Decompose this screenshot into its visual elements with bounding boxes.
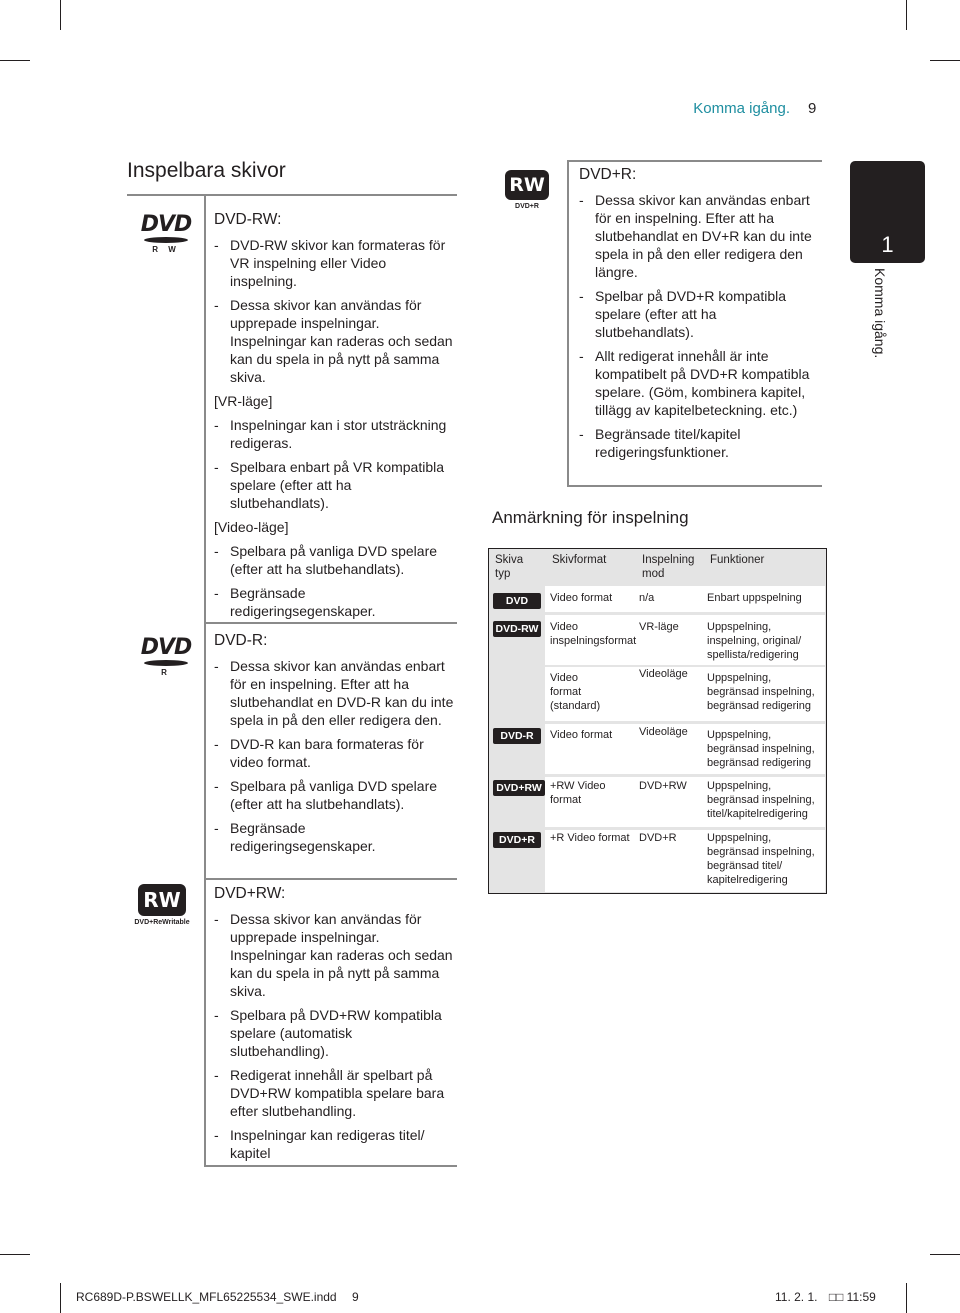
recording-table: [488, 548, 827, 894]
mode-cell: DVD+RW: [639, 780, 687, 792]
vr-mode-list: [214, 416, 454, 512]
list-item: - Spelbara på DVD+RW kompatibla spelare (automatisk slutbehandling).: [214, 1006, 454, 1060]
video-mode-label: [Video-läge]: [214, 519, 289, 535]
crop-mark: [60, 1283, 61, 1313]
format-cell: +RW Video format: [550, 780, 606, 806]
functions-cell: Uppspelning, begränsad inspelning, begränsad titel/ kapitelredigering: [707, 832, 815, 886]
functions-cell: Uppspelning, begränsad inspelning, begränsad redigering: [707, 729, 815, 769]
list-item: - Spelbara enbart på VR kompatibla spelare (efter att ha slutbehandlats).: [214, 458, 454, 512]
header-disc-type: Skiva typ: [495, 554, 524, 580]
list-item: - Allt redigerat innehåll är inte kompatibelt på DVD+R kompatibla spelare. (Göm, kombinera kapitel, tillägg av kapitelbeteckning. etc.): [579, 347, 819, 419]
disc-badge: DVD+RW: [493, 780, 545, 796]
list-item: - Begränsade redigeringsegenskaper.: [214, 819, 454, 855]
right-column-rule: [567, 160, 569, 486]
header-mode: Inspelning mod: [642, 554, 695, 580]
functions-cell: Enbart uppspelning: [707, 592, 802, 604]
dvd-disc-icon: [144, 237, 188, 243]
crop-mark: [0, 1254, 30, 1255]
list-item: - Spelbara på vanliga DVD spelare (efter att ha slutbehandlats).: [214, 542, 454, 578]
dvd-r-title: DVD-R:: [214, 632, 268, 649]
dvd-rw-logo: [138, 214, 194, 254]
left-column-bottom-rule: [204, 1165, 457, 1167]
disc-badge: DVD+R: [493, 832, 541, 848]
format-cell: +R Video format: [550, 832, 630, 844]
section-divider: [204, 878, 457, 880]
footer-filename: RC689D-P.BSWELLK_MFL65225534_SWE.indd: [76, 1290, 337, 1304]
dvd-rw-title: DVD-RW:: [214, 211, 282, 228]
chapter-tab-number: 1: [881, 232, 894, 257]
right-bottom-rule: [567, 485, 822, 487]
dvd-rw-list: [214, 236, 454, 386]
list-item: - Dessa skivor kan användas för upprepade inspelningar. Inspelningar kan raderas och sedan kan du spela in på nytt på samma skiva.: [214, 910, 454, 1000]
crop-mark: [930, 1254, 960, 1255]
rw-logo-caption: DVD+ReWritable: [134, 919, 190, 926]
list-item: - Redigerat innehåll är spelbart på DVD+RW kompatibla spelare bara efter slutbehandling.: [214, 1066, 454, 1120]
functions-cell: Uppspelning, begränsad inspelning, begränsad redigering: [707, 672, 815, 712]
section-title-rule: [127, 194, 457, 196]
chapter-tab-label: Komma igång.: [872, 268, 888, 359]
footer-time: 11:59: [846, 1290, 876, 1304]
header-chapter-label: Komma igång.: [693, 100, 790, 117]
dvd-plus-rw-title: DVD+RW:: [214, 885, 286, 902]
disc-badge: DVD: [493, 593, 541, 609]
format-cell: Video inspelningsformat: [550, 621, 637, 647]
dvd-logo-sub: R: [161, 668, 171, 677]
left-column-rule: [204, 194, 206, 1166]
crop-mark: [930, 60, 960, 61]
mode-cell: DVD+R: [639, 832, 677, 844]
footer-time-glyphs: □□: [828, 1290, 844, 1304]
dvd-plus-r-title: DVD+R:: [579, 166, 637, 183]
dvd-r-section: [214, 632, 454, 861]
mode-cell: VR-läge: [639, 621, 679, 633]
list-item: - Begränsade titel/kapitel redigeringsfunktioner.: [579, 425, 819, 461]
dvd-r-logo: [138, 637, 194, 677]
right-top-rule: [567, 160, 822, 162]
dvd-r-list: [214, 657, 454, 855]
disc-badge: DVD-RW: [493, 621, 541, 637]
page-number: 9: [808, 100, 817, 117]
dvd-plus-r-list: [579, 191, 819, 461]
header-functions: Funktioner: [710, 554, 765, 566]
left-column: [214, 211, 454, 626]
dvd-plus-rw-section: [214, 885, 454, 1168]
list-item: - Dessa skivor kan användas enbart för en inspelning. Efter att ha slutbehandlat en DV+R kan du inte spela in på den eller redigera den längre.: [579, 191, 819, 281]
note-title: Anmärkning för inspelning: [492, 508, 689, 527]
list-item: - Begränsade redigeringsegenskaper.: [214, 584, 454, 620]
mode-cell: n/a: [639, 592, 655, 604]
functions-cell: Uppspelning, inspelning, original/ spellista/redigering: [707, 621, 802, 661]
dvd-logo-sub: R W: [152, 245, 180, 254]
vr-mode-label: [VR-läge]: [214, 393, 273, 409]
rw-logo-caption: DVD+R: [515, 203, 539, 210]
disc-badge: DVD-R: [493, 728, 541, 744]
list-item: - Dessa skivor kan användas för upprepade inspelningar. Inspelningar kan raderas och sedan kan du spela in på nytt på samma skiva.: [214, 296, 454, 386]
footer-page: 9: [351, 1290, 359, 1304]
dvd-logo-word: DVD: [140, 635, 192, 660]
rw-logo-box: RW: [505, 170, 549, 200]
dvd-plus-r-logo: [500, 170, 554, 210]
format-cell: Video format: [550, 729, 613, 741]
dvd-plus-rw-logo: [132, 884, 192, 926]
dvd-disc-icon: [144, 660, 188, 666]
crop-mark: [906, 0, 907, 30]
format-cell: Video format: [550, 592, 613, 604]
video-mode-list: [214, 542, 454, 620]
mode-cell: Videoläge: [639, 726, 688, 738]
list-item: - Spelbara på vanliga DVD spelare (efter att ha slutbehandlats).: [214, 777, 454, 813]
footer-date: 11. 2. 1.: [775, 1290, 818, 1304]
section-divider: [204, 622, 457, 624]
footer-file: [76, 1290, 359, 1304]
list-item: - Inspelningar kan i stor utsträckning redigeras.: [214, 416, 454, 452]
list-item: - DVD-RW skivor kan formateras för VR inspelning eller Video inspelning.: [214, 236, 454, 290]
mode-cell: Videoläge: [639, 668, 688, 680]
list-item: - Inspelningar kan redigeras titel/ kapitel: [214, 1126, 454, 1162]
section-title: Inspelbara skivor: [127, 159, 286, 182]
dvd-logo-word: DVD: [140, 212, 192, 237]
dvd-plus-r-section: [579, 166, 819, 467]
list-item: - Dessa skivor kan användas enbart för en inspelning. Efter att ha slutbehandlat en DVD-R kan du inte spela in på den eller redigera den.: [214, 657, 454, 729]
footer-timestamp: [775, 1290, 876, 1304]
header-format: Skivformat: [552, 554, 607, 566]
list-item: - Spelbar på DVD+R kompatibla spelare (efter att ha slutbehandlats).: [579, 287, 819, 341]
crop-mark: [906, 1283, 907, 1313]
list-item: - DVD-R kan bara formateras för video format.: [214, 735, 454, 771]
functions-cell: Uppspelning, begränsad inspelning, titel/kapitelredigering: [707, 780, 815, 820]
crop-mark: [0, 60, 30, 61]
rw-logo-box: RW: [138, 884, 186, 916]
dvd-plus-rw-list: [214, 910, 454, 1162]
crop-mark: [60, 0, 61, 30]
format-cell: Video format (standard): [550, 672, 601, 712]
